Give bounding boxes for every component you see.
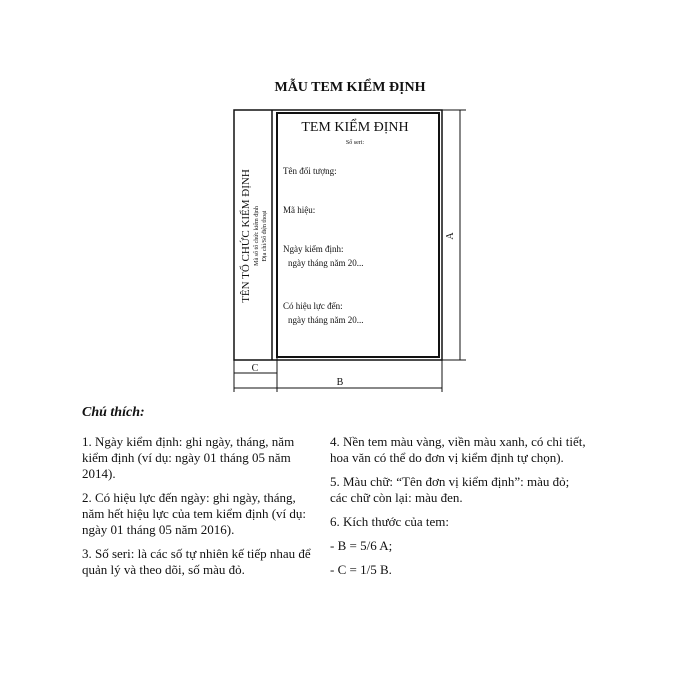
side-org-address: Địa chỉ/Số điện thoại	[262, 210, 268, 262]
side-org-name: TÊN TỔ CHỨC KIỂM ĐỊNH	[240, 169, 252, 303]
dim-b-label: B	[336, 377, 344, 388]
serial-label: Số seri:	[345, 140, 365, 146]
notes-heading: Chú thích:	[82, 405, 145, 420]
page-title: MẪU TEM KIỂM ĐỊNH	[274, 80, 426, 95]
dim-c-label: C	[251, 363, 259, 374]
note-item: - B = 5/6 A;	[330, 538, 393, 553]
note-item: 2. Có hiệu lực đến ngày: ghi ngày, tháng, năm hết hiệu lực của tem kiểm định (ví dụ: ngày 01 tháng 05 năm 2016).	[82, 490, 307, 537]
code-label: Mã hiệu:	[283, 205, 316, 215]
inspect-date-line: ngày tháng năm 20...	[288, 258, 364, 268]
note-item: 3. Số seri: là các số tự nhiên kế tiếp nhau để quản lý và theo dõi, số màu đỏ.	[82, 546, 311, 577]
note-item: 1. Ngày kiểm định: ghi ngày, tháng, năm kiểm định (ví dụ: ngày 01 tháng 05 năm 2014).	[82, 434, 295, 481]
valid-until-label: Có hiệu lực đến:	[283, 301, 343, 311]
stamp-heading: TEM KIỂM ĐỊNH	[301, 120, 409, 135]
note-item: - C = 1/5 B.	[330, 562, 392, 577]
side-org-code: Mã số tổ chức kiểm định	[254, 206, 260, 266]
dim-a-label: A	[445, 232, 456, 240]
note-item: 4. Nền tem màu vàng, viền màu xanh, có chi tiết, hoa văn có thể do đơn vị kiểm định tự chọn).	[330, 434, 586, 465]
inspect-date-label: Ngày kiểm định:	[283, 244, 344, 254]
note-item: 6. Kích thước của tem:	[330, 514, 449, 529]
object-name-label: Tên đối tượng:	[283, 166, 337, 176]
notes-column-right	[330, 434, 588, 586]
note-item: 5. Màu chữ: “Tên đơn vị kiểm định”: màu đỏ; các chữ còn lại: màu đen.	[330, 474, 570, 505]
valid-until-line: ngày tháng năm 20...	[288, 315, 364, 325]
notes-column-left	[82, 434, 320, 586]
